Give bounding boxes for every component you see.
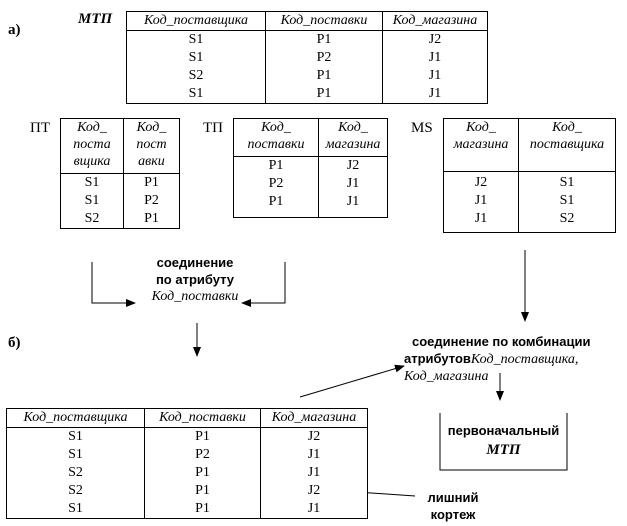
table-row — [127, 31, 488, 50]
mtp-table — [126, 11, 488, 104]
join2-caption — [404, 333, 626, 385]
cell: J1 — [383, 49, 488, 67]
join1-line2: по атрибуту — [155, 272, 235, 287]
table-row — [127, 49, 488, 67]
extra-tuple-line1: лишний — [427, 490, 479, 505]
cell: S2 — [7, 482, 145, 500]
ms-header-supplier: Код_ поставщика — [519, 119, 616, 172]
table-row — [7, 482, 368, 500]
cell: S1 — [127, 85, 266, 104]
cell: P1 — [124, 210, 180, 229]
cell: S1 — [127, 31, 266, 50]
cell: S1 — [519, 172, 616, 193]
cell: S1 — [7, 500, 145, 519]
mtp-header-supplier: Код_поставщика — [127, 12, 266, 31]
ms-header-store: Код_ магазина — [444, 119, 519, 172]
table-row — [444, 192, 616, 210]
cell: J1 — [261, 464, 368, 482]
join1-line1: соединение — [156, 255, 234, 270]
cell: S1 — [61, 174, 124, 193]
mtp-header-supply: Код_поставки — [266, 12, 383, 31]
cell: S1 — [7, 446, 145, 464]
cell: P1 — [145, 428, 261, 447]
cell: J1 — [444, 192, 519, 210]
cell: P2 — [124, 192, 180, 210]
result-header-supplier: Код_поставщика — [7, 409, 145, 428]
cell: J1 — [261, 446, 368, 464]
cell: J1 — [383, 85, 488, 104]
cell: S1 — [7, 428, 145, 447]
join1-line3: Код_поставки — [151, 289, 239, 304]
mtp-header-store: Код_магазина — [383, 12, 488, 31]
extra-tuple-line2: кортеж — [430, 507, 476, 522]
ms-table — [443, 118, 616, 233]
table-row — [234, 175, 388, 193]
cell: P1 — [145, 500, 261, 519]
cell: J1 — [444, 210, 519, 233]
tp-label: ТП — [203, 120, 223, 136]
original-line2: МТП — [486, 442, 521, 458]
cell: S2 — [519, 210, 616, 233]
original-line1: первоначальный — [447, 423, 560, 438]
cell: S2 — [61, 210, 124, 229]
table-row — [7, 500, 368, 519]
pt-header-supplier: Код_ поста вщика — [61, 119, 124, 174]
cell: P1 — [266, 31, 383, 50]
cell: P1 — [234, 157, 319, 176]
cell: J2 — [261, 482, 368, 500]
table-row — [234, 157, 388, 176]
table-row — [444, 172, 616, 193]
cell: P1 — [266, 85, 383, 104]
mtp-label: МТП — [78, 11, 113, 27]
part-b-label: б) — [8, 335, 21, 351]
result-table — [6, 408, 368, 519]
join2-line2: атрибутовКод_поставщика, — [404, 351, 579, 367]
ms-label: MS — [411, 120, 433, 136]
cell: S1 — [127, 49, 266, 67]
pt-table — [60, 118, 180, 229]
cell: J1 — [383, 67, 488, 85]
result-header-supply: Код_поставки — [145, 409, 261, 428]
cell: S2 — [127, 67, 266, 85]
table-row — [61, 174, 180, 193]
table-row — [234, 193, 388, 218]
cell: S1 — [519, 192, 616, 210]
cell: P1 — [145, 464, 261, 482]
pt-header-supply: Код_ пост авки — [124, 119, 180, 174]
cell: P1 — [234, 193, 319, 218]
table-row — [127, 67, 488, 85]
cell: J2 — [444, 172, 519, 193]
cell: J1 — [319, 193, 388, 218]
cell: S2 — [7, 464, 145, 482]
cell: S1 — [61, 192, 124, 210]
result-header-store: Код_магазина — [261, 409, 368, 428]
cell: J1 — [261, 500, 368, 519]
join2-line1: соединение по комбинации — [412, 334, 591, 349]
cell: P2 — [145, 446, 261, 464]
pt-label: ПТ — [30, 120, 50, 136]
cell: J2 — [383, 31, 488, 50]
cell: P1 — [145, 482, 261, 500]
table-row — [7, 428, 368, 447]
tp-header-supply: Код_ поставки — [234, 119, 319, 157]
part-a-label: а) — [8, 22, 21, 38]
cell: P2 — [266, 49, 383, 67]
cell: J2 — [261, 428, 368, 447]
extra-tuple-caption — [418, 489, 488, 523]
table-row — [444, 210, 616, 233]
join2-line3: Код_магазина — [404, 369, 489, 384]
cell: J1 — [319, 175, 388, 193]
cell: P1 — [266, 67, 383, 85]
join1-caption — [125, 254, 265, 305]
tp-header-store: Код_ магазина — [319, 119, 388, 157]
table-row — [127, 85, 488, 104]
result-to-join2-arrow — [300, 366, 404, 397]
table-row — [61, 210, 180, 229]
table-row — [7, 446, 368, 464]
tp-table — [233, 118, 388, 218]
table-row — [61, 192, 180, 210]
cell: P1 — [124, 174, 180, 193]
table-row — [7, 464, 368, 482]
cell: J2 — [319, 157, 388, 176]
cell: P2 — [234, 175, 319, 193]
